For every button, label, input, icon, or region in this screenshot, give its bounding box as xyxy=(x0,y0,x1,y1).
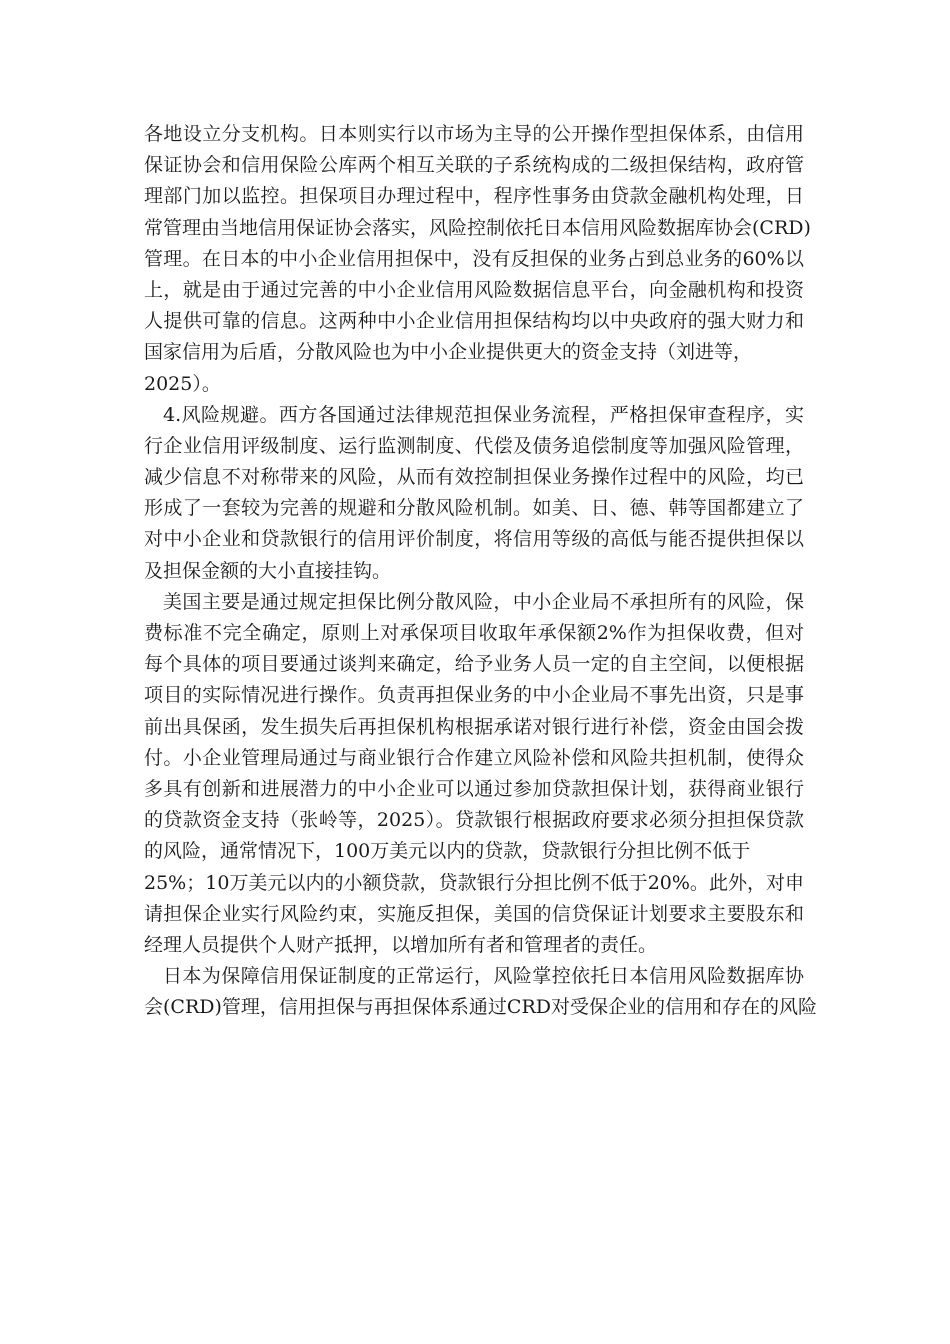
paragraph-risk-avoidance xyxy=(144,400,804,587)
text-line: 减少信息不对称带来的风险，从而有效控制担保业务操作过程中的风险，均已 xyxy=(144,466,804,489)
text-line: 国家信用为后盾，分散风险也为中小企业提供更大的资金支持（刘进等， xyxy=(144,341,753,364)
text-line: 每个具体的项目要通过谈判来确定，给予业务人员一定的自主空间，以便根据 xyxy=(144,653,804,676)
text-line: 的风险，通常情况下，100万美元以内的贷款，贷款银行分担比例不低于 xyxy=(144,840,751,863)
text-line: 美国主要是通过规定担保比例分散风险，中小企业局不承担所有的风险，保 xyxy=(163,590,804,613)
text-line: 日本为保障信用保证制度的正常运行，风险掌控依托日本信用风险数据库协 xyxy=(163,965,804,988)
text-line: 付。小企业管理局通过与商业银行合作建立风险补偿和风险共担机制，使得众 xyxy=(144,746,804,769)
paragraph-japan xyxy=(144,961,817,1023)
text-line: 的贷款资金支持（张岭等，2025）。贷款银行根据政府要求必须分担担保贷款 xyxy=(144,809,804,832)
text-line: 请担保企业实行风险约束，实施反担保，美国的信贷保证计划要求主要股东和 xyxy=(144,902,804,925)
text-line: 费标准不完全确定，原则上对承保项目收取年承保额2%作为担保收费，但对 xyxy=(144,622,804,644)
text-line: 管理。在日本的中小企业信用担保中，没有反担保的业务占到总业务的60%以 xyxy=(144,247,804,270)
paragraph-1 xyxy=(144,119,811,400)
text-line: 对中小企业和贷款银行的信用评价制度，将信用等级的高低与能否提供担保以 xyxy=(144,528,804,551)
text-line: 前出具保函，发生损失后再担保机构根据承诺对银行进行补偿，资金由国会拨 xyxy=(144,715,804,738)
text-line: 会(CRD)管理，信用担保与再担保体系通过CRD对受保企业的信用和存在的风险 xyxy=(144,996,817,1019)
text-line: 理部门加以监控。担保项目办理过程中，程序性事务由贷款金融机构处理，日 xyxy=(144,185,804,208)
paragraph-usa xyxy=(144,587,804,961)
text-line: 常管理由当地信用保证协会落实，风险控制依托日本信用风险数据库协会(CRD) xyxy=(144,216,811,239)
document-page xyxy=(144,119,817,1023)
text-line: 行企业信用评级制度、运行监测制度、代偿及债务追偿制度等加强风险管理， xyxy=(144,434,804,457)
text-line: 经理人员提供个人财产抵押，以增加所有者和管理者的责任。 xyxy=(144,933,658,956)
text-line: 4.风险规避。西方各国通过法律规范担保业务流程，严格担保审查程序，实 xyxy=(163,403,804,426)
text-line: 人提供可靠的信息。这两种中小企业信用担保结构均以中央政府的强大财力和 xyxy=(144,310,804,333)
text-line: 项目的实际情况进行操作。负责再担保业务的中小企业局不事先出资，只是事 xyxy=(144,684,804,707)
text-line: 2025）。 xyxy=(144,372,221,395)
text-line: 多具有创新和进展潜力的中小企业可以通过参加贷款担保计划，获得商业银行 xyxy=(144,777,804,800)
text-line: 保证协会和信用保险公库两个相互关联的子系统构成的二级担保结构，政府管 xyxy=(144,154,804,177)
text-line: 上，就是由于通过完善的中小企业信用风险数据信息平台，向金融机构和投资 xyxy=(144,278,804,301)
text-line: 各地设立分支机构。日本则实行以市场为主导的公开操作型担保体系，由信用 xyxy=(144,123,804,145)
text-line: 及担保金额的大小直接挂钩。 xyxy=(144,559,392,582)
text-line: 形成了一套较为完善的规避和分散风险机制。如美、日、德、韩等国都建立了 xyxy=(144,497,804,520)
text-line: 25%；10万美元以内的小额贷款，贷款银行分担比例不低于20%。此外，对申 xyxy=(144,871,804,894)
